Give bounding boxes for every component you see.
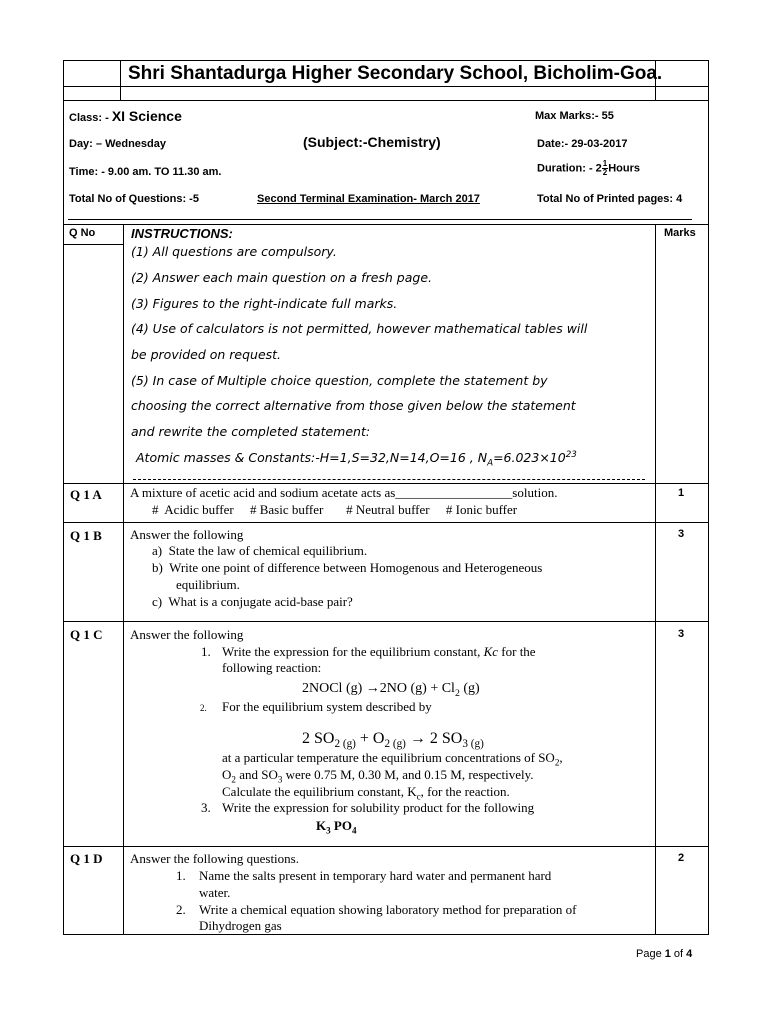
exam-date: Date:- 29-03-2017 bbox=[537, 138, 628, 150]
instruction-line: (4) Use of calculators is not permitted, however mathematical tables will bbox=[131, 321, 588, 336]
printed-pages: Total No of Printed pages: 4 bbox=[537, 193, 683, 205]
sub-question-number: 1. bbox=[176, 868, 186, 883]
table-border bbox=[63, 522, 709, 523]
salt-formula: $K_3$ $PO_4$ bbox=[316, 818, 357, 836]
separator-rule bbox=[68, 219, 692, 220]
sub-question: equilibrium. bbox=[176, 577, 240, 592]
question-text: Answer the following bbox=[130, 627, 244, 642]
class-info bbox=[69, 108, 182, 124]
max-marks: Max Marks:- 55 bbox=[535, 110, 614, 122]
sub-question: b) Write one point of difference between Homogenous and Heterogeneous bbox=[152, 560, 543, 575]
instruction-line: choosing the correct alternative from those given below the statement bbox=[131, 398, 576, 413]
question-marks: 2 bbox=[678, 852, 685, 864]
table-border bbox=[655, 224, 656, 934]
question-text: A mixture of acetic acid and sodium acetate acts as__________________solution. bbox=[130, 485, 558, 500]
table-border bbox=[63, 60, 709, 61]
sub-question: a) State the law of chemical equilibrium. bbox=[152, 543, 368, 558]
table-border bbox=[63, 621, 709, 622]
class-label: Class: - bbox=[69, 112, 109, 124]
exam-duration bbox=[537, 160, 640, 177]
question-number: Q 1 D bbox=[70, 851, 103, 866]
reaction-equation: 2NOCl (g) →2NO $(g) + Cl_2$ (g) bbox=[302, 681, 480, 699]
sub-question-number: 1. bbox=[201, 644, 211, 659]
instruction-line: (3) Figures to the right-indicate full marks. bbox=[131, 296, 398, 311]
instruction-line: and rewrite the completed statement: bbox=[131, 424, 371, 439]
duration-prefix: Duration: - 2 bbox=[537, 162, 602, 175]
question-marks: 3 bbox=[678, 628, 685, 640]
total-questions: Total No of Questions: -5 bbox=[69, 193, 199, 205]
subject: (Subject:-Chemistry) bbox=[303, 134, 441, 150]
question-text: Answer the following questions. bbox=[130, 851, 299, 866]
table-border bbox=[63, 934, 709, 935]
question-text: Answer the following bbox=[130, 527, 244, 542]
exam-time: Time: - 9.00 am. TO 11.30 am. bbox=[69, 166, 222, 178]
sub-question: Name the salts present in temporary hard water and permanent hard bbox=[199, 868, 552, 883]
column-header-qno: Q No bbox=[69, 227, 96, 239]
question-marks: 3 bbox=[678, 528, 685, 540]
question-number: Q 1 B bbox=[70, 528, 102, 543]
sub-question: c) What is a conjugate acid-base pair? bbox=[152, 594, 353, 609]
question-marks: 1 bbox=[678, 487, 685, 499]
sub-question: Write a chemical equation showing laboratory method for preparation of bbox=[199, 902, 577, 917]
table-border bbox=[63, 846, 709, 847]
instruction-line: (1) All questions are compulsory. bbox=[131, 244, 337, 259]
table-border bbox=[123, 224, 124, 934]
class-value: XI Science bbox=[111, 108, 182, 124]
sub-question-number: 2. bbox=[176, 902, 186, 917]
question-number: Q 1 C bbox=[70, 627, 103, 642]
page-number: Page 1 of 4 bbox=[636, 948, 693, 960]
sub-question: at a particular temperature the equilibrium concentrations of $SO_2$, bbox=[222, 750, 563, 768]
instruction-line: (2) Answer each main question on a fresh page. bbox=[131, 270, 433, 285]
column-header-instructions: INSTRUCTIONS: bbox=[131, 226, 233, 241]
sub-question-number: 2. bbox=[200, 703, 207, 713]
sub-question: Dihydrogen gas bbox=[199, 918, 282, 933]
sub-question: Calculate the equilibrium constant, $K_c$, for the reaction. bbox=[222, 784, 510, 802]
sub-question: Write the expression for solubility product for the following bbox=[222, 800, 535, 815]
table-border bbox=[63, 86, 709, 87]
sub-question: $O_2$ and $SO_3$ were 0.75 M, 0.30 M, and 0.15 M, respectively. bbox=[222, 767, 534, 785]
exam-title: Second Terminal Examination- March 2017 bbox=[257, 193, 480, 205]
table-border bbox=[63, 224, 709, 225]
school-name: Shri Shantadurga Higher Secondary School, Bicholim-Goa. bbox=[128, 63, 663, 84]
table-border bbox=[63, 100, 709, 101]
table-border bbox=[708, 60, 709, 934]
sub-question: Write the expression for the equilibrium constant, Kc for the bbox=[222, 644, 536, 659]
sub-question: following reaction: bbox=[222, 660, 322, 675]
instruction-line: (5) In case of Multiple choice question, complete the statement by bbox=[131, 373, 548, 388]
column-header-marks: Marks bbox=[664, 227, 696, 239]
instruction-line: be provided on request. bbox=[131, 347, 282, 362]
question-number: Q 1 A bbox=[70, 487, 102, 502]
sub-question: water. bbox=[199, 885, 231, 900]
instructions-rule bbox=[133, 479, 645, 480]
sub-question-number: 3. bbox=[201, 800, 211, 815]
exam-day: Day: – Wednesday bbox=[69, 138, 167, 150]
table-border bbox=[63, 483, 709, 484]
atomic-constants: Atomic masses & Constants:-H=1,S=32,N=14,O=16 , $N_A=6.023\times 10^{23}$ bbox=[136, 450, 577, 469]
table-border bbox=[120, 60, 121, 100]
equilibrium-equation: 2 $SO_{2 (g)} + O_{2 (g)} \to 2$ $SO_{3 (g)}$ bbox=[302, 730, 484, 751]
question-options: # Acidic buffer # Basic buffer # Neutral buffer # Ionic buffer bbox=[152, 502, 518, 517]
duration-fraction: $\frac{1}{2}$ bbox=[602, 159, 608, 177]
table-border bbox=[63, 60, 64, 934]
table-border bbox=[63, 244, 123, 245]
duration-suffix: Hours bbox=[608, 162, 641, 175]
sub-question: For the equilibrium system described by bbox=[222, 699, 432, 714]
